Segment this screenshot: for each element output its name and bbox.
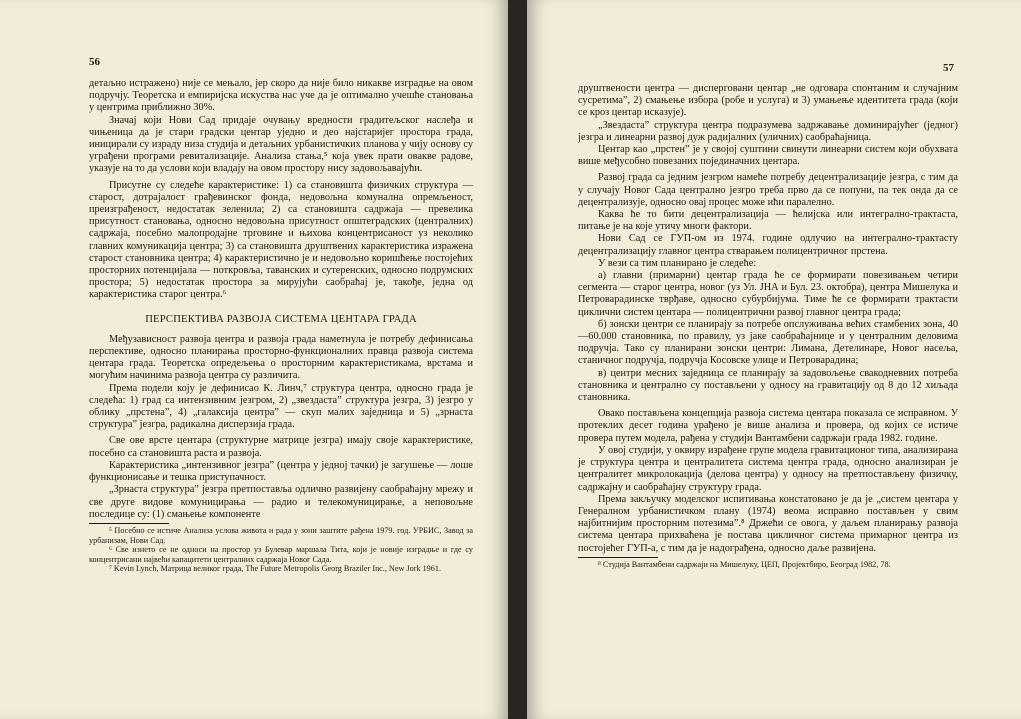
paragraph: „Звездаста” структура центра подразумева задржавање доминирајућег (једног) језгра и линеарни развој дуж радијалних (уличних) саобраћајница. [578, 119, 958, 143]
book-gutter [508, 0, 527, 719]
page-number-right: 57 [943, 62, 954, 74]
paragraph: Присутне су следеће карактеристике: 1) са становишта физичких структура — старост, дотрајалост грађевинског фонда, недовољна комунална опремљеност, преизграђеност, недостатак зеленила; 2) са становишта садржаја — превелика присутност становања, односно недовољна присутност општеградских (централних) садржаја, посебно малопродајне трговине и њихова концентрисаност уз неколико главних комуникација центра; 3) са становишта друштвених карактеристика изражена старост становника центра; 4) карактеристично је и недовољно коришћење постојећих просторних потенцијала — поткровља, таванских и сутеренских, односно подрумских простора; 5) недостатак простора за мирујући саобраћај је, такође, једна од карактеристика старог центра.⁶ [89, 179, 473, 301]
paragraph: б) зонски центри се планирају за потребе опслуживања већих стамбених зона, 40—60.000 становника, по правилу, уз јаке саобраћајнице и у централним деловима подручја. Тако су планирани зонски центри: Лиманa, Детелинаре, Новог насеља, станичног подручја, подручја Косовске улице и Петроварадина; [578, 318, 958, 367]
footnote: ⁵ Посебно се истиче Анализа услова живота и рада у зони заштите рађена 1979. год. УРБИС, Завод за урбанизам, Нови Сад. [89, 525, 473, 545]
paragraph: У овој студији, у оквиру израђене групе модела гравитационог типа, анализирана је структура центра и централитета система центра града, односно анализиран је централитет микролокација (делова центра) у односу на претпостављену физичку, садржајну и саобраћајну структуру града. [578, 444, 958, 493]
paragraph: Међузависност развоја центра и развоја града наметнула је потребу дефинисања перспективе, односно планирања просторно-функционалних правца развоја система центара града. Теоретска опредељења о просторним карактеристикама, врстама и могућим начинима развоја центра су различита. [89, 333, 473, 382]
paragraph: в) центри месних заједница се планирају за задовољење свакодневних потреба становника и централно су постављени у односу на гравитацију од 8 до 12 хиљада становника. [578, 367, 958, 404]
footnote-rule [578, 557, 658, 558]
paragraph: Центар као „прстен” је у својој суштини свинути линеарни систем који обухвата више међусобно повезаних појединачних центара. [578, 144, 958, 168]
paragraph: а) главни (примарни) центар града ће се формирати повезивањем четири сегмента — старог центра, новог (уз Ул. ЈНА и Бул. 23. октобра), центра Мишелука и Петроварадинске тврђаве, односно субурбијума. Тиме ће се формирати трактасти циклични систем центара — полицентрични развој главног центра града; [578, 270, 958, 318]
page-number-left: 56 [89, 56, 100, 68]
paragraph: „Зрнаста структура” језгра претпоставља одлично развијену саобраћајну мрежу и све друге видове комуницирања — радио и телекомуницирање, а неповољне последице су: (1) смањење компоненте [89, 484, 473, 520]
paragraph: Развој града са једним језгром намеће потребу децентрализације језгра, с тим да у случају Новог Сада централно језгро треба прво да се попуни, па тек онда да се децентрализује, односно овај процес може ићи паралелно. [578, 172, 958, 208]
paragraph: У вези са тим планирано је следеће: [598, 257, 757, 269]
section-heading: ПЕРСПЕКТИВА РАЗВОЈА СИСТЕМА ЦЕНТАРА ГРАДА [145, 313, 417, 325]
paragraph: детаљно истражено) није се мењало, јер скоро да није било никакве изградње на овом подручју. Теоретска и емпиријска искуства нас уче да је оптимално учешће становања у центрима приближно 30%. [89, 78, 473, 114]
paragraph: Према подели коју је дефинисао К. Линч,⁷ структура центра, односно града је следећа: 1) град са интензивним језгром, 2) „звездаста” структура језгра, 3) језгро у облику „прстена”, 4) „галаксија центра” — скуп малих заједница и 5) „зрнаста структура” језгра, радикална дисперзија града. [89, 382, 473, 431]
left-page-body [89, 78, 473, 574]
paragraph: Према закључку моделског испитивања констатовано је да је „систем центара у Генералном урбанистичком плану (1974) веома исправно постављен у свим најбитнијим просторним потезима”.⁸ Држећи се овога, у даљем планирању развоја система центара прихваћена је постава цикличног система примарног центра из постојећег ГУП-а, с тим да је надограђена, односно даље развијена. [578, 493, 958, 554]
paragraph: Карактеристика „интензивног језгра” (центра у једној тачки) је загушење — лоше функционисање и тешка приступачност. [89, 459, 473, 484]
paragraph: Све ове врсте центара (структурне матрице језгра) имају своје карактеристике, посебно са становишта раста и развоја. [89, 435, 473, 459]
paragraph: Овако постављена концепција развоја система центара показала се исправном. У протеклих десет година урађено је више анализа и провера, од којих се истиче провера путем модела, рађена у студији Вантамбени садржаји града 1982. године. [578, 408, 958, 444]
footnote: ⁶ Све изнето се не односи на простор уз Булевар маршала Тита, који је новије изградње и где су концентрисани највећи капацитети централних садржаја Новог Сада. [89, 545, 473, 564]
footnote-rule [89, 523, 169, 524]
paragraph: Каква ће то бити децентрализација — ћелијска или интегрално-трактаста, питање је на које утичу многи фактори. [578, 209, 958, 233]
paragraph: Нови Сад се ГУП-ом из 1974. године одлучио на интегрално-трактасту децентрализацију главног центра стварањем полицентричног прстена. [578, 233, 958, 257]
footnote: ⁸ Студија Вантамбени садржаји на Мишелуку, ЦЕП, Пројектбиро, Београд 1982, 78. [598, 559, 891, 569]
left-page [0, 0, 508, 719]
paragraph: друштвености центра — дисперговани центар „не одговара спонтаним и случајним сусретима”, 2) смањење избора (робе и услуга) и 3) умањење идентитета града (који се кроз центар исказује). [578, 83, 958, 119]
right-page [527, 0, 1021, 719]
footnote: ⁷ Kevin Lynch, Матрица великог града, The Future Metropolis Georg Braziler Inc., New Jork 1961. [109, 564, 442, 574]
right-page-body [578, 83, 958, 569]
paragraph: Значај који Нови Сад придаје очувању вредности градитељског наслеђа и чињеница да је стари градски центар уједно и део најстаријег простора града, иницирали су израду низа студија и детаљних урбанистичких планова у чију основу су уграђени програми ревитализације. Анализа стања,⁵ која увек прати овакве радове, указује на то да услови који владају на овом простору нису задовољавајући. [89, 114, 473, 175]
